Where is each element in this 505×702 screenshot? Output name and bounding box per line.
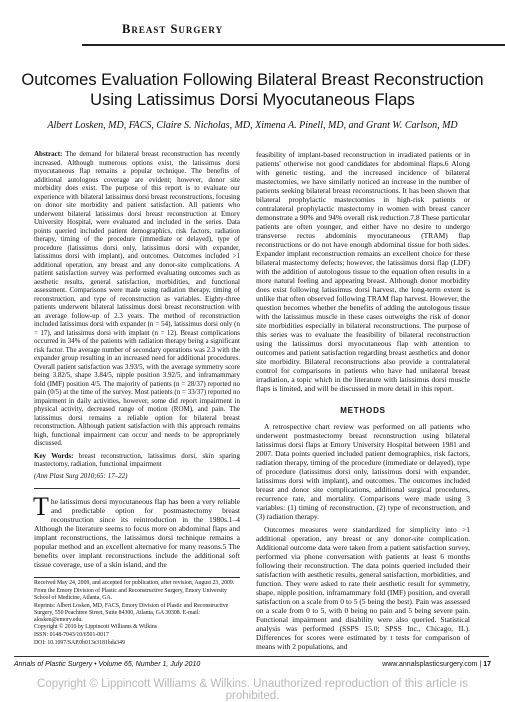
authors: Albert Losken, MD, FACS, Claire S. Nicholas, MD, Ximena A. Pinell, MD, and Grant W. Carlson, MD [47,120,458,131]
keywords-label: Key Words: [34,451,74,460]
footnote: Copyright © 2010 by Lippincott Williams & Wilkins [34,624,158,631]
footer-rule [14,656,489,657]
abstract-label: Abstract: [34,150,63,158]
article-title: Outcomes Evaluation Following Bilateral Breast Reconstruction Using Latissimus Dorsi Myocutaneous Flaps [21,71,484,109]
intro-continued: feasibility of implant-based reconstruction in irradiated patients or in patients' otherwise not good candidates for abdominal flaps.6 Along with genetic testing, and the increased incidence of bilateral mastectomies, we have similarly noticed an increase in the number of patients seeking bilateral breast reconstructions. It has been shown that bilateral prophylactic mastectomies in high-risk patients or contralateral prophylactic mastectomy in women with breast cancer demonstrate a 90% and 94% overall risk reduction.7,8 These particular patients are often younger, and either have no desire to undergo transverse rectus abdominis myocutaneous (TRAM) flap reconstructions or do not have enough abdominal tissue for both sides. Expander implant reconstruction remains an excellent choice for these bilateral mastectomy defects; however, the latissimus dorsi flap (LDF) with the addition of autologous tissue to the equation often results in a more natural feeling and appearing breast. Although donor morbidity does exist following latissimus dorsi harvest, the long-term extent is unlike that often observed following TRAM flap harvest. However, the question becomes whether the benefits of adding the autologous tissue with the latissimus muscle in these cases outweighs the risk of donor site morbidities especially in bilateral reconstructions. The purpose of this series was to evaluate the feasibility of bilateral reconstruction using the latissimus dorsi myocutaneous flap with attention to outcomes and patient satisfaction regarding breast aesthetics and donor site morbidity. Bilateral reconstructions also provide a contralateral control for comparisons in patients who have had unilateral breast irradiation, a topic which in the literature with latissimus dorsi muscle flaps is limited, and will be discussed in more detail in this report. [256,150,470,393]
methods-paragraph: Outcomes measures were standardized for simplicity into >1 additional operation, any breast or any donor-site complication. Additional outcome data were taken from a patient satisfaction survey, performed via phone conversation with patients at least 6 months following their reconstruction. The data points queried included their satisfaction with aesthetic results, general satisfaction, morbidities, and function. They were asked to rate their aesthetic result for symmetry, shape, nipple position, inframammary fold (IMF) position, and overall satisfaction on a scale from 0 to 5 (5 being the best). Pain was assessed on a scale from 0 to 5, with 0 being no pain and 5 being severe pain. Functional impairment and disability were also queried. Statistical analysis was performed (SSPS 15.0; SPSS Inc., Chicago, IL). Differences for scores were estimated by t tests for comparison of means with 2 populations, and [256,524,470,651]
citation: (Ann Plast Surg 2010;65: 17–22) [34,471,128,480]
abstract [34,150,240,448]
page-number: 17 [483,661,491,668]
abstract-rule [34,488,240,489]
footnote: DOI: 10.1097/SAP.0b013e3181bda349 [34,640,125,647]
journal-website-link[interactable]: www.annalsplasticsurgery.com [382,661,478,668]
methods-heading: METHODS [340,406,386,415]
footnote: ISSN: 0148-7043/10/6501-0017 [34,632,109,639]
keywords [34,452,240,469]
intro-paragraph [33,492,240,569]
footnote: Reprints: Albert Losken, MD, FACS, Emory Division of Plastic and Reconstructive Surgery, 550 Peachtree Street, Suite 84300, Atlanta, GA 30308. E-mail: alosken@emory.edu. [34,602,229,623]
journal-info: Annals of Plastic Surgery • Volume 65, Number 1, July 2010 [14,661,201,668]
footnote: From the Emory Division of Plastic and Reconstructive Surgery, Emory University School of Medicine, Atlanta, GA. [34,587,227,601]
methods-paragraph: A retrospective chart review was performed on all patients who underwent postmastectomy breast reconstruction using bilateral latissimus dorsi flaps at Emory University Hospital between 1981 and 2007. Data points queried included patient demographics, risk factors, radiation therapy, timing of the procedure (immediate or delayed), type of procedure (latissimus dorsi only, latissimus dorsi with expander, latissimus dorsi with implant), and outcomes. The outcomes included breast and donor site complications, additional surgical procedures, recurrence rate, and mortality. Comparisons were made using 3 variables: (1) timing of reconstruction, (2) type of reconstruction, and (3) radiation therapy. [256,421,470,521]
right-column [256,150,470,655]
footnote: Received May 24, 2009, and accepted for publication, after revision, August 23, 2009. [34,580,235,586]
footer-separator: | [479,661,484,668]
copyright-watermark: Copyright © Lippincott Williams & Wilkins. Unauthorized reproduction of this article is prohibited. [37,678,468,702]
section-label: Breast Surgery [122,22,224,36]
footer-right [382,661,491,668]
abstract-text: The demand for bilateral breast reconstruction has recently increased. Although numerous options exist, the latissimus dorsi myocutaneous flap remains a popular technique. The benefits of additional autologous coverage are evident; however, donor site morbidity does exist. The purpose of this report is to evaluate our experience with bilateral latissimus dorsi breast reconstructions, focusing on donor site morbidity and patient satisfaction. All patients who underwent bilateral latissimus dorsi breast reconstruction at Emory University Hospital, were evaluated and included in the series. Data points queried included patient demographics, risk factors, radiation therapy, timing of the procedure (immediate or delayed), type of procedure (latissimus dorsi only, latissimus dorsi with expander, latissimus dorsi with implant), and outcomes. Outcomes included >1 additional operation, any breast and any donor-site complications. A patient satisfaction survey was performed evaluating outcomes such as aesthetic results, general satisfaction, morbidities, and functional assessment. Comparisons were made using radiation therapy, timing of reconstruction, and type of reconstruction as variables. Eighty-three patients underwent bilateral latissimus dorsi breast reconstruction with an average follow-up of 2.3 years. The method of reconstruction included latissimus dorsi with expander (n = 54), latissimus dorsi only (n = 17), and latissimus dorsi with implant (n = 12). Breast complications occurred in 34% of the patients with radiation therapy being a significant risk factor. The average number of secondary operations was 2.3 with the expander group resulting in an increased need for additional procedures. Overall patient satisfaction was 3.93/5, with the average symmetry score being 3.82/5, shape 3.84/5, nipple position 3.92/5, and inframammary fold (IMF) position 4/5. The majority of patients (n = 28/37) reported no pain (0/5) at the time of the survey. Most patients (n = 33/37) reported no impairment in daily activities, however, some did report impairment in physical activity, decreased range of motion (ROM), and pain. The latissimus dorsi remains a reliable option for bilateral breast reconstruction. Although patient satisfaction with this approach remains high, functional impairment can occur and needs to be appropriately discussed. [34,150,241,447]
intro-text: he latissimus dorsi myocutaneous flap has been a very reliable and predictable option for postmastectomy breast reconstruction since its reintroduction in the 1980s.1–4 Although the literature seems to focus more on abdominal flaps and implant reconstructions, the latissimus dorsi technique remains a popular method and an excellent alternative for many reasons.5 The benefits over implant reconstructions include the additional soft tissue coverage, use of a skin island, and the [34,497,240,569]
header-rule [82,44,505,46]
drop-cap: T [33,492,49,521]
left-column [34,150,240,569]
footnote-rule [34,577,240,578]
footnotes [34,580,240,648]
keywords-text: breast reconstruction, latissimus dorsi, skin sparing mastectomy, radiation, functional impairment [34,451,240,468]
